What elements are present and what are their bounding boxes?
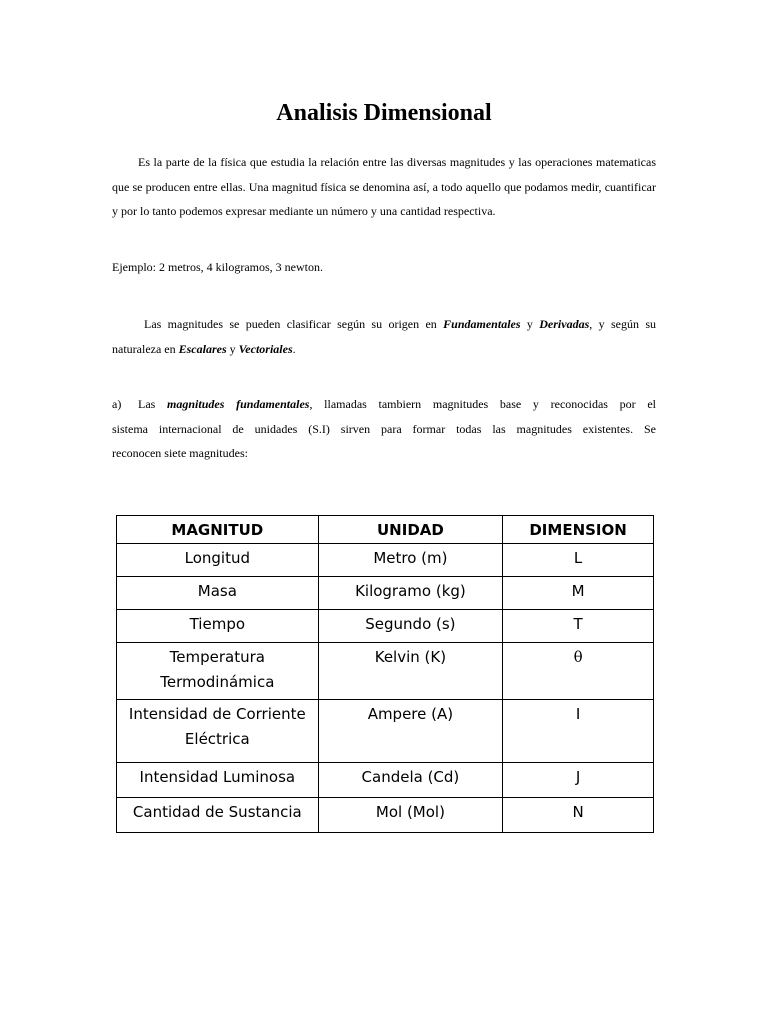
table-row [117, 798, 654, 833]
section-a-line-3: reconocen siete magnitudes: [112, 446, 248, 460]
cell-unidad: Segundo (s) [318, 610, 503, 643]
cell-dimension: J [503, 763, 654, 798]
cell-magnitud: Intensidad Luminosa [117, 763, 319, 798]
example-paragraph: Ejemplo: 2 metros, 4 kilogramos, 3 newton. [112, 260, 323, 274]
cell-dimension: T [503, 610, 654, 643]
section-a-line-1-rest: , llamadas tambiern magnitudes base y reconocidas por el [309, 397, 657, 411]
cell-dimension: M [503, 577, 654, 610]
classification-end: . [292, 341, 296, 356]
table-row [117, 643, 654, 700]
cell-magnitud: Temperatura Termodinámica [117, 643, 319, 700]
header-magnitud: MAGNITUD [117, 516, 319, 544]
cell-dimension: N [503, 798, 654, 833]
intro-paragraph: Es la parte de la física que estudia la relación entre las diversas magnitudes y las operaciones matematicas que se producen entre ellas. Una magnitud física se denomina así, a todo aquello que podamos medir, cuantificar y por lo tanto podemos expresar mediante un número y una cantidad respectiva. [112, 155, 656, 218]
cell-magnitud: Longitud [117, 544, 319, 577]
cell-magnitud: Tiempo [117, 610, 319, 643]
classification-paragraph [112, 312, 656, 361]
magnitudes-table [116, 515, 654, 833]
table-row [117, 700, 654, 763]
cell-unidad: Ampere (A) [318, 700, 503, 763]
section-a-line-1 [112, 392, 656, 417]
cell-unidad: Metro (m) [318, 544, 503, 577]
term-escalares: Escalares [178, 341, 227, 356]
cell-dimension: θ [503, 643, 654, 700]
section-a-paragraph [112, 392, 656, 466]
cell-unidad: Mol (Mol) [318, 798, 503, 833]
table-row [117, 544, 654, 577]
section-a-pre: Las [138, 397, 168, 411]
header-dimension: DIMENSION [503, 516, 654, 544]
term-magnitudes-fundamentales: magnitudes fundamentales [167, 397, 310, 411]
term-vectoriales: Vectoriales [238, 341, 293, 356]
cell-unidad: Candela (Cd) [318, 763, 503, 798]
cell-dimension: L [503, 544, 654, 577]
cell-magnitud: Cantidad de Sustancia [117, 798, 319, 833]
cell-unidad: Kelvin (K) [318, 643, 503, 700]
cell-dimension: I [503, 700, 654, 763]
classification-text-1: Las magnitudes se pueden clasificar según su origen en [144, 317, 444, 331]
header-unidad: UNIDAD [318, 516, 503, 544]
cell-magnitud: Masa [117, 577, 319, 610]
section-a-label: a) [112, 397, 122, 411]
section-a-line-2: sistema internacional de unidades (S.I) sirven para formar todas las magnitudes existentes. Se [112, 421, 656, 436]
document-title: Analisis Dimensional [276, 100, 492, 126]
table-row [117, 610, 654, 643]
table-row [117, 577, 654, 610]
table-row [117, 763, 654, 798]
classification-conj-1: y [520, 317, 540, 331]
term-fundamentales: Fundamentales [443, 317, 521, 331]
cell-magnitud: Intensidad de Corriente Eléctrica [117, 700, 319, 763]
classification-conj-2: y [226, 341, 239, 356]
term-derivadas: Derivadas [539, 317, 590, 331]
classification-text-2: , y según su naturaleza en [112, 317, 657, 356]
cell-unidad: Kilogramo (kg) [318, 577, 503, 610]
table-header-row [117, 516, 654, 544]
